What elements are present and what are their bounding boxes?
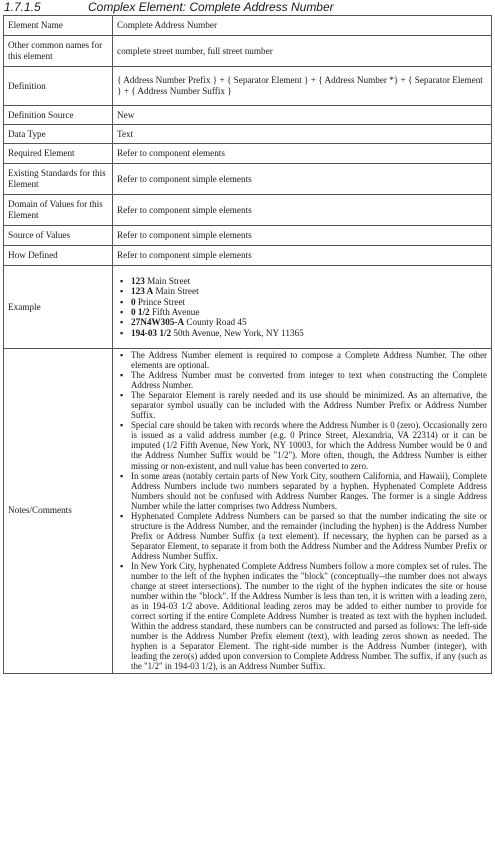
table-row bbox=[4, 195, 492, 226]
notes-cell bbox=[113, 349, 492, 674]
row-value: Complete Address Number bbox=[113, 16, 492, 36]
list-item: ▪ In some areas (notably certain parts of New York City, southern California, and Hawaii), Complete Address Numbers include two numbers separated by a hyphen. Hyphenated Complete Address Numbers should not be confused with Address Number Ranges. The former is a single Address Number while the latter comprises two Address Numbers. bbox=[131, 471, 487, 511]
list-item bbox=[131, 307, 487, 317]
address-number: 194-03 1/2 bbox=[131, 327, 172, 338]
list-item: ▪ In New York City, hyphenated Complete Address Numbers follow a more complex set of rules. The number to the left of the hyphen indicates the "block" (conceptually--the number does not always change at street intersections). The number to the right of the hyphen indicates the site or house number within the "block". If the Address Number is less than ten, it is written with a leading zero, as in 194-03 1/2 above. Additional leading zeros may be added to either number to provide for correct sorting if the entire Complete Address Number is treated as text with the hyphen included. Within the address standard, these numbers can be constructed and parsed as follows: The left-side number is the Address Number Prefix element (text), with leading zeros shown as needed. The hyphen is a Separator Element. The right-side number is the Address Number (integer), with leading the zero(s) added upon conversion to Complete Address Number. The suffix, if any (such as the "1/2" in 194-03 1/2), is an Address Number Suffix. bbox=[131, 561, 487, 672]
row-label: Domain of Values for this Element bbox=[4, 195, 113, 226]
address-number: 0 1/2 bbox=[131, 307, 150, 317]
notes-list bbox=[117, 350, 487, 672]
address-rest: Prince Street bbox=[135, 296, 186, 307]
row-value: { Address Number Prefix } + { Separator Element } + { Address Number *} + { Separator Element } + { Address Number Suffix } bbox=[113, 67, 492, 106]
row-label: Existing Standards for this Element bbox=[4, 164, 113, 195]
table-row bbox=[4, 106, 492, 125]
table-row bbox=[4, 144, 492, 164]
row-label: Notes/Comments bbox=[4, 349, 113, 674]
address-rest: Fifth Avenue bbox=[149, 307, 200, 317]
example-cell bbox=[113, 266, 492, 349]
list-item bbox=[131, 328, 487, 338]
table-row bbox=[4, 36, 492, 67]
address-rest: County Road 45 bbox=[184, 317, 247, 328]
table-row bbox=[4, 246, 492, 266]
address-number: 0 bbox=[131, 296, 136, 307]
list-item bbox=[131, 297, 487, 307]
row-label: Definition bbox=[4, 67, 113, 106]
list-item: ▪ Special care should be taken with records where the Address Number is 0 (zero). Occasionally zero is issued as a valid address number (e.g. 0 Prince Street, Alexandria, VA 22314) or it can be imputed (1/2 Fifth Avenue, New York, NY 10003, for which the Address Number would be 0 and the Address Number Suffix would be "1/2"). More often, though, the Address Number is either missing or non-existent, and null value has been converted to zero. bbox=[131, 420, 487, 470]
row-value: complete street number, full street number bbox=[113, 36, 492, 67]
row-value: Text bbox=[113, 125, 492, 144]
list-item: ▪ The Separator Element is rarely needed and its use should be minimized. As an alternative, the separator symbol usually can be included with the Address Number Prefix or Address Number Suffix. bbox=[131, 390, 487, 420]
address-number: 123 A bbox=[131, 286, 154, 297]
row-label: Required Element bbox=[4, 144, 113, 164]
row-label: Source of Values bbox=[4, 226, 113, 246]
table-row bbox=[4, 164, 492, 195]
row-label: Example bbox=[4, 266, 113, 349]
table-row bbox=[4, 266, 492, 349]
row-value: Refer to component simple elements bbox=[113, 246, 492, 266]
row-value: Refer to component simple elements bbox=[113, 164, 492, 195]
row-label: Definition Source bbox=[4, 106, 113, 125]
address-rest: Main Street bbox=[144, 276, 191, 287]
row-value: Refer to component simple elements bbox=[113, 195, 492, 226]
row-label: Other common names for this element bbox=[4, 36, 113, 67]
table-row bbox=[4, 67, 492, 106]
row-label: Element Name bbox=[4, 16, 113, 36]
address-number: 27N4W305-A bbox=[131, 317, 185, 328]
row-value: Refer to component simple elements bbox=[113, 226, 492, 246]
list-item bbox=[131, 286, 487, 296]
address-number: 123 bbox=[131, 276, 145, 287]
row-value: New bbox=[113, 106, 492, 125]
section-title: Complex Element: Complete Address Number bbox=[88, 0, 334, 14]
list-item bbox=[131, 317, 487, 327]
section-number: 1.7.1.5 bbox=[4, 0, 41, 14]
row-value: Refer to component elements bbox=[113, 144, 492, 164]
address-rest: Main Street bbox=[153, 286, 199, 297]
row-label: How Defined bbox=[4, 246, 113, 266]
list-item bbox=[131, 276, 487, 286]
element-spec-table bbox=[3, 15, 492, 674]
list-item: ▪ The Address Number must be converted from integer to text when constructing the Complete Address Number. bbox=[131, 370, 487, 390]
table-row bbox=[4, 16, 492, 36]
address-rest: 50th Avenue, New York, NY 11365 bbox=[171, 327, 304, 338]
table-row bbox=[4, 349, 492, 674]
list-item: ▪ Hyphenated Complete Address Numbers can be parsed so that the number indicating the site or structure is the Address Number, and the remainder (including the hyphen) is the Address Number Prefix or Address Number Suffix (a text element). If necessary, the hyphen can be parsed as a Separator Element, to separate it from both the Address Number and the Address Number Prefix or Address Number Suffix. bbox=[131, 511, 487, 561]
example-list bbox=[117, 276, 487, 338]
table-row bbox=[4, 125, 492, 144]
list-item: ▪ The Address Number element is required to compose a Complete Address Number. The other elements are optional. bbox=[131, 350, 487, 370]
section-heading bbox=[4, 0, 492, 14]
table-row bbox=[4, 226, 492, 246]
row-label: Data Type bbox=[4, 125, 113, 144]
